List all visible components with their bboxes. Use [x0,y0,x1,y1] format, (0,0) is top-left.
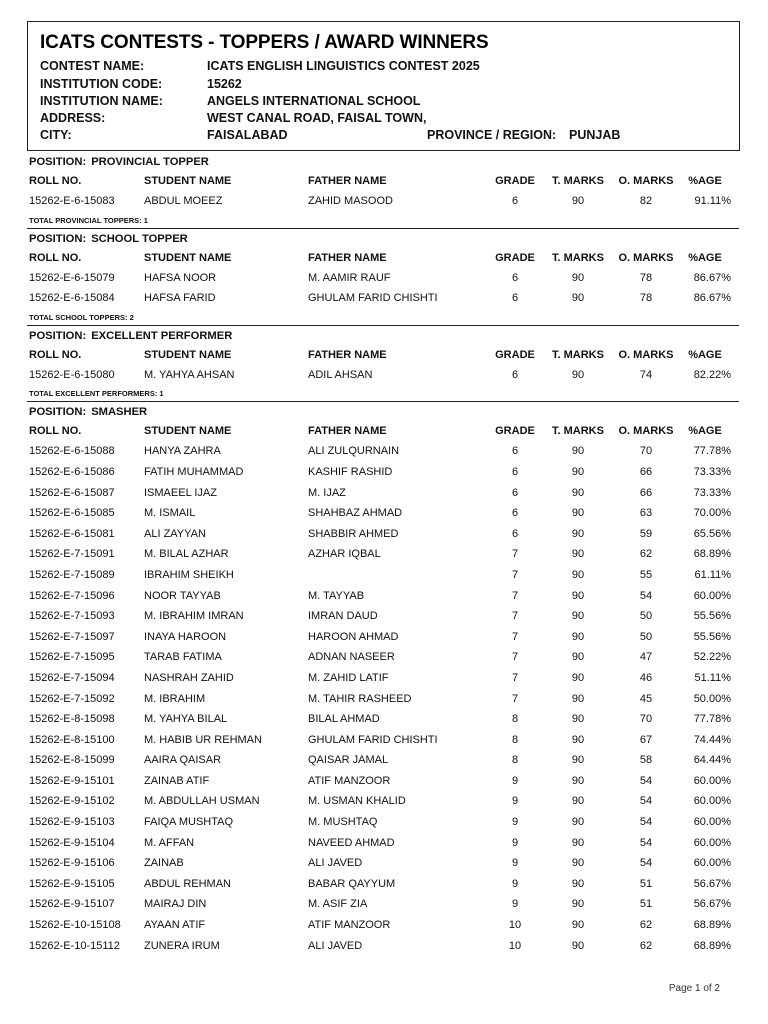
cell-roll-no: 15262-E-6-15087 [29,486,115,499]
cell-obtained-marks: 46 [639,671,653,684]
institution-name-value: ANGELS INTERNATIONAL SCHOOL [207,94,421,108]
cell-grade: 9 [511,795,519,808]
cell-obtained-marks: 58 [639,754,653,767]
column-header-student-name: STUDENT NAME [144,425,232,438]
cell-obtained-marks: 54 [639,816,653,829]
table-row [29,812,739,833]
cell-roll-no: 15262-E-7-15089 [29,568,115,581]
cell-percentage: 77.78% [693,713,731,726]
cell-student-name: HAFSA FARID [144,292,216,305]
cell-total-marks: 90 [571,548,585,561]
cell-roll-no: 15262-E-8-15098 [29,713,115,726]
table-row [29,586,739,607]
cell-percentage: 65.56% [693,527,731,540]
table-header-row [29,346,739,365]
position-value: SMASHER [91,406,148,419]
cell-father-name: AZHAR IQBAL [308,548,381,561]
column-header-grade: GRADE [495,348,535,361]
cell-roll-no: 15262-E-6-15084 [29,292,115,305]
cell-grade: 8 [511,733,519,746]
cell-father-name: M. ASIF ZIA [308,898,368,911]
position-heading [29,326,739,346]
cell-student-name: ISMAEEL IJAZ [144,486,217,499]
table-row [29,874,739,895]
column-header-percentage: %AGE [688,425,722,438]
cell-roll-no: 15262-E-9-15104 [29,836,115,849]
section-total: TOTAL SCHOOL TOPPERS: 2 [27,309,739,326]
cell-roll-no: 15262-E-6-15081 [29,527,115,540]
cell-percentage: 55.56% [693,610,731,623]
cell-obtained-marks: 62 [639,939,653,952]
cell-father-name: M. MUSHTAQ [308,816,378,829]
table-row [29,627,739,648]
cell-father-name: ALI JAVED [308,939,363,952]
cell-student-name: FAIQA MUSHTAQ [144,816,234,829]
cell-grade: 6 [511,465,519,478]
section-provincial-topper [29,152,739,229]
column-header-total-marks: T. MARKS [552,348,604,361]
cell-father-name: HAROON AHMAD [308,630,399,643]
cell-percentage: 61.11% [694,568,731,581]
cell-roll-no: 15262-E-7-15093 [29,610,115,623]
cell-grade: 6 [511,292,519,305]
table-row [29,647,739,668]
cell-obtained-marks: 62 [639,548,653,561]
cell-total-marks: 90 [571,292,585,305]
position-value: SCHOOL TOPPER [91,232,188,245]
position-label: POSITION: [29,156,87,168]
cell-obtained-marks: 47 [639,651,653,664]
cell-roll-no: 15262-E-6-15088 [29,445,115,458]
cell-percentage: 50.00% [693,692,731,705]
column-header-percentage: %AGE [688,251,722,264]
column-header-percentage: %AGE [688,348,722,361]
cell-student-name: INAYA HAROON [144,630,227,643]
cell-father-name: KASHIF RASHID [308,465,393,478]
cell-grade: 7 [511,630,519,643]
column-header-percentage: %AGE [688,175,722,187]
cell-father-name: GHULAM FARID CHISHTI [308,733,438,746]
cell-percentage: 68.89% [693,919,731,932]
cell-percentage: 60.00% [693,816,731,829]
cell-student-name: ZAINAB ATIF [144,774,210,787]
table-row [29,791,739,812]
cell-father-name: ZAHID MASOOD [308,195,393,207]
cell-obtained-marks: 74 [639,368,653,381]
table-row [29,853,739,874]
position-label: POSITION: [29,232,87,245]
cell-obtained-marks: 55 [639,568,653,581]
cell-student-name: ABDUL REHMAN [144,877,231,890]
column-header-roll-no: ROLL NO. [29,251,82,264]
column-header-student-name: STUDENT NAME [144,175,232,187]
cell-roll-no: 15262-E-10-15112 [29,939,120,952]
city-label: CITY: [40,128,72,142]
column-header-father-name: FATHER NAME [308,251,387,264]
cell-student-name: M. YAHYA BILAL [144,713,228,726]
cell-roll-no: 15262-E-8-15100 [29,733,115,746]
cell-father-name: ADNAN NASEER [308,651,395,664]
cell-obtained-marks: 51 [639,877,653,890]
cell-obtained-marks: 66 [639,486,653,499]
province-label: PROVINCE / REGION: [427,128,557,142]
cell-grade: 7 [511,548,519,561]
cell-percentage: 73.33% [693,465,731,478]
cell-father-name: ALI ZULQURNAIN [308,445,400,458]
position-label: POSITION: [29,406,87,419]
cell-student-name: TARAB FATIMA [144,651,222,664]
cell-grade: 9 [511,836,519,849]
cell-obtained-marks: 59 [639,527,653,540]
table-row [29,833,739,854]
cell-percentage: 82.22% [693,368,731,381]
cell-student-name: IBRAHIM SHEIKH [144,568,234,581]
cell-total-marks: 90 [571,692,585,705]
cell-roll-no: 15262-E-9-15102 [29,795,115,808]
column-header-total-marks: T. MARKS [552,251,604,264]
cell-total-marks: 90 [571,671,585,684]
cell-obtained-marks: 78 [639,271,653,284]
cell-grade: 9 [511,774,519,787]
position-label: POSITION: [29,329,87,342]
column-header-roll-no: ROLL NO. [29,348,82,361]
column-header-obtained-marks: O. MARKS [618,425,674,438]
cell-father-name: M. IJAZ [308,486,346,499]
column-header-obtained-marks: O. MARKS [618,348,674,361]
section-school-topper [29,229,739,326]
cell-percentage: 86.67% [693,292,731,305]
table-row [29,606,739,627]
cell-percentage: 70.00% [693,507,731,520]
cell-roll-no: 15262-E-7-15096 [29,589,115,602]
column-header-grade: GRADE [495,175,535,187]
column-header-total-marks: T. MARKS [552,425,604,438]
cell-grade: 9 [511,877,519,890]
table-row [29,894,739,915]
cell-grade: 6 [511,486,519,499]
cell-grade: 7 [511,692,519,705]
column-header-father-name: FATHER NAME [308,425,387,438]
cell-total-marks: 90 [571,630,585,643]
cell-obtained-marks: 50 [639,610,653,623]
cell-student-name: M. IBRAHIM IMRAN [144,610,244,623]
column-header-obtained-marks: O. MARKS [618,251,674,264]
cell-grade: 6 [511,195,519,207]
cell-total-marks: 90 [571,836,585,849]
table-row [29,288,739,309]
cell-percentage: 86.67% [693,271,731,284]
cell-percentage: 73.33% [693,486,731,499]
cell-father-name: NAVEED AHMAD [308,836,395,849]
cell-total-marks: 90 [571,589,585,602]
cell-student-name: FATIH MUHAMMAD [144,465,244,478]
cell-roll-no: 15262-E-6-15085 [29,507,115,520]
cell-percentage: 91.11% [694,195,731,207]
cell-total-marks: 90 [571,368,585,381]
cell-grade: 8 [511,713,519,726]
cell-total-marks: 90 [571,507,585,520]
cell-total-marks: 90 [571,795,585,808]
cell-roll-no: 15262-E-7-15092 [29,692,115,705]
cell-total-marks: 90 [571,733,585,746]
cell-total-marks: 90 [571,465,585,478]
cell-total-marks: 90 [571,271,585,284]
column-header-student-name: STUDENT NAME [144,251,232,264]
cell-father-name: ALI JAVED [308,857,363,870]
cell-percentage: 60.00% [693,774,731,787]
cell-percentage: 52.22% [693,651,731,664]
cell-student-name: M. ABDULLAH USMAN [144,795,260,808]
cell-father-name: ATIF MANZOOR [308,919,391,932]
cell-grade: 10 [508,939,522,952]
cell-total-marks: 90 [571,816,585,829]
cell-grade: 6 [511,368,519,381]
cell-student-name: M. YAHYA AHSAN [144,368,235,381]
table-row [29,483,739,504]
city-value: FAISALABAD [207,128,288,142]
column-header-father-name: FATHER NAME [308,175,387,187]
cell-obtained-marks: 82 [639,195,653,207]
cell-student-name: ALI ZAYYAN [144,527,206,540]
cell-father-name: SHAHBAZ AHMAD [308,507,403,520]
cell-student-name: ZUNERA IRUM [144,939,220,952]
cell-obtained-marks: 54 [639,836,653,849]
cell-obtained-marks: 70 [639,713,653,726]
cell-obtained-marks: 70 [639,445,653,458]
column-header-roll-no: ROLL NO. [29,175,82,187]
table-row [29,730,739,751]
cell-roll-no: 15262-E-7-15097 [29,630,115,643]
position-heading [29,229,739,249]
cell-father-name: M. AAMIR RAUF [308,271,391,284]
cell-total-marks: 90 [571,877,585,890]
cell-father-name: SHABBIR AHMED [308,527,399,540]
cell-percentage: 77.78% [693,445,731,458]
cell-percentage: 56.67% [693,877,731,890]
cell-student-name: M. AFFAN [144,836,195,849]
cell-percentage: 68.89% [693,939,731,952]
cell-percentage: 60.00% [693,795,731,808]
cell-student-name: MAIRAJ DIN [144,898,207,911]
cell-obtained-marks: 54 [639,589,653,602]
cell-percentage: 60.00% [693,857,731,870]
table-row [29,750,739,771]
table-row [29,524,739,545]
cell-roll-no: 15262-E-9-15103 [29,816,115,829]
cell-total-marks: 90 [571,445,585,458]
cell-obtained-marks: 54 [639,774,653,787]
cell-total-marks: 90 [571,898,585,911]
cell-roll-no: 15262-E-9-15106 [29,857,115,870]
cell-student-name: AAIRA QAISAR [144,754,222,767]
cell-father-name: BABAR QAYYUM [308,877,396,890]
header-box [27,21,740,151]
cell-student-name: HANYA ZAHRA [144,445,221,458]
cell-father-name: GHULAM FARID CHISHTI [308,292,438,305]
cell-percentage: 55.56% [693,630,731,643]
cell-roll-no: 15262-E-6-15079 [29,271,115,284]
position-value: EXCELLENT PERFORMER [91,329,233,342]
table-row [29,689,739,710]
cell-percentage: 64.44% [693,754,731,767]
cell-roll-no: 15262-E-9-15107 [29,898,115,911]
cell-obtained-marks: 54 [639,857,653,870]
contest-name-label: CONTEST NAME: [40,59,145,73]
table-row [29,668,739,689]
cell-student-name: NOOR TAYYAB [144,589,221,602]
cell-obtained-marks: 54 [639,795,653,808]
cell-father-name: ADIL AHSAN [308,368,373,381]
table-row [29,191,739,212]
table-row [29,709,739,730]
cell-percentage: 56.67% [693,898,731,911]
cell-student-name: HAFSA NOOR [144,271,217,284]
cell-grade: 9 [511,816,519,829]
column-header-grade: GRADE [495,425,535,438]
cell-obtained-marks: 66 [639,465,653,478]
cell-roll-no: 15262-E-6-15080 [29,368,115,381]
table-row [29,268,739,289]
cell-percentage: 51.11% [694,671,731,684]
section-smasher [29,402,739,956]
table-header-row [29,249,739,268]
cell-father-name: M. USMAN KHALID [308,795,406,808]
cell-obtained-marks: 50 [639,630,653,643]
cell-roll-no: 15262-E-7-15095 [29,651,115,664]
institution-name-label: INSTITUTION NAME: [40,94,163,108]
cell-student-name: AYAAN ATIF [144,919,206,932]
contest-name-value: ICATS ENGLISH LINGUISTICS CONTEST 2025 [207,59,480,73]
table-row [29,365,739,386]
position-value: PROVINCIAL TOPPER [91,156,209,168]
cell-total-marks: 90 [571,610,585,623]
page-number: Page 1 of 2 [668,983,720,994]
table-row [29,565,739,586]
cell-grade: 6 [511,507,519,520]
column-header-grade: GRADE [495,251,535,264]
cell-total-marks: 90 [571,195,585,207]
cell-father-name: BILAL AHMAD [308,713,380,726]
cell-percentage: 60.00% [693,589,731,602]
cell-total-marks: 90 [571,919,585,932]
cell-roll-no: 15262-E-7-15094 [29,671,115,684]
cell-grade: 9 [511,898,519,911]
table-row [29,771,739,792]
cell-grade: 10 [508,919,522,932]
cell-grade: 7 [511,568,519,581]
table-header-row [29,172,739,191]
cell-total-marks: 90 [571,713,585,726]
cell-roll-no: 15262-E-6-15083 [29,195,115,207]
address-value: WEST CANAL ROAD, FAISAL TOWN, [207,111,427,125]
column-header-father-name: FATHER NAME [308,348,387,361]
cell-percentage: 68.89% [693,548,731,561]
cell-obtained-marks: 63 [639,507,653,520]
cell-father-name: M. ZAHID LATIF [308,671,389,684]
column-header-roll-no: ROLL NO. [29,425,82,438]
institution-code-value: 15262 [207,77,242,91]
table-row [29,503,739,524]
cell-student-name: NASHRAH ZAHID [144,671,234,684]
cell-grade: 9 [511,857,519,870]
position-heading [29,152,739,172]
cell-percentage: 74.44% [693,733,731,746]
column-header-obtained-marks: O. MARKS [618,175,674,187]
cell-total-marks: 90 [571,486,585,499]
table-row [29,936,739,957]
cell-father-name: M. TAHIR RASHEED [308,692,412,705]
cell-student-name: M. ISMAIL [144,507,196,520]
table-row [29,462,739,483]
cell-student-name: M. BILAL AZHAR [144,548,229,561]
cell-roll-no: 15262-E-6-15086 [29,465,115,478]
table-row [29,441,739,462]
cell-total-marks: 90 [571,857,585,870]
cell-percentage: 60.00% [693,836,731,849]
cell-grade: 7 [511,589,519,602]
cell-grade: 6 [511,445,519,458]
cell-student-name: M. IBRAHIM [144,692,206,705]
cell-total-marks: 90 [571,527,585,540]
table-row [29,915,739,936]
cell-roll-no: 15262-E-10-15108 [29,919,121,932]
cell-roll-no: 15262-E-9-15105 [29,877,115,890]
cell-total-marks: 90 [571,774,585,787]
address-label: ADDRESS: [40,111,106,125]
cell-obtained-marks: 51 [639,898,653,911]
cell-grade: 7 [511,671,519,684]
cell-student-name: M. HABIB UR REHMAN [144,733,262,746]
document-title: ICATS CONTESTS - TOPPERS / AWARD WINNERS [40,32,489,53]
column-header-student-name: STUDENT NAME [144,348,232,361]
section-total: TOTAL PROVINCIAL TOPPERS: 1 [27,212,739,229]
cell-total-marks: 90 [571,939,585,952]
cell-roll-no: 15262-E-7-15091 [29,548,115,561]
cell-student-name: ZAINAB [144,857,184,870]
cell-total-marks: 90 [571,651,585,664]
cell-roll-no: 15262-E-9-15101 [29,774,115,787]
cell-grade: 7 [511,610,519,623]
cell-total-marks: 90 [571,568,585,581]
table-row [29,544,739,565]
cell-obtained-marks: 62 [639,919,653,932]
cell-roll-no: 15262-E-8-15099 [29,754,115,767]
institution-code-label: INSTITUTION CODE: [40,77,163,91]
cell-father-name: M. TAYYAB [308,589,365,602]
cell-obtained-marks: 78 [639,292,653,305]
cell-father-name: QAISAR JAMAL [308,754,389,767]
position-heading [29,402,739,422]
cell-student-name: ABDUL MOEEZ [144,195,223,207]
cell-father-name: IMRAN DAUD [308,610,378,623]
cell-total-marks: 90 [571,754,585,767]
section-excellent-performer [29,326,739,403]
cell-obtained-marks: 67 [639,733,653,746]
cell-grade: 7 [511,651,519,664]
cell-grade: 8 [511,754,519,767]
province-value: PUNJAB [569,128,621,142]
column-header-total-marks: T. MARKS [552,175,604,187]
cell-father-name: ATIF MANZOOR [308,774,391,787]
results-sections [29,152,739,956]
cell-obtained-marks: 45 [639,692,653,705]
cell-grade: 6 [511,271,519,284]
section-total: TOTAL EXCELLENT PERFORMERS: 1 [27,385,739,402]
table-header-row [29,422,739,441]
cell-grade: 6 [511,527,519,540]
